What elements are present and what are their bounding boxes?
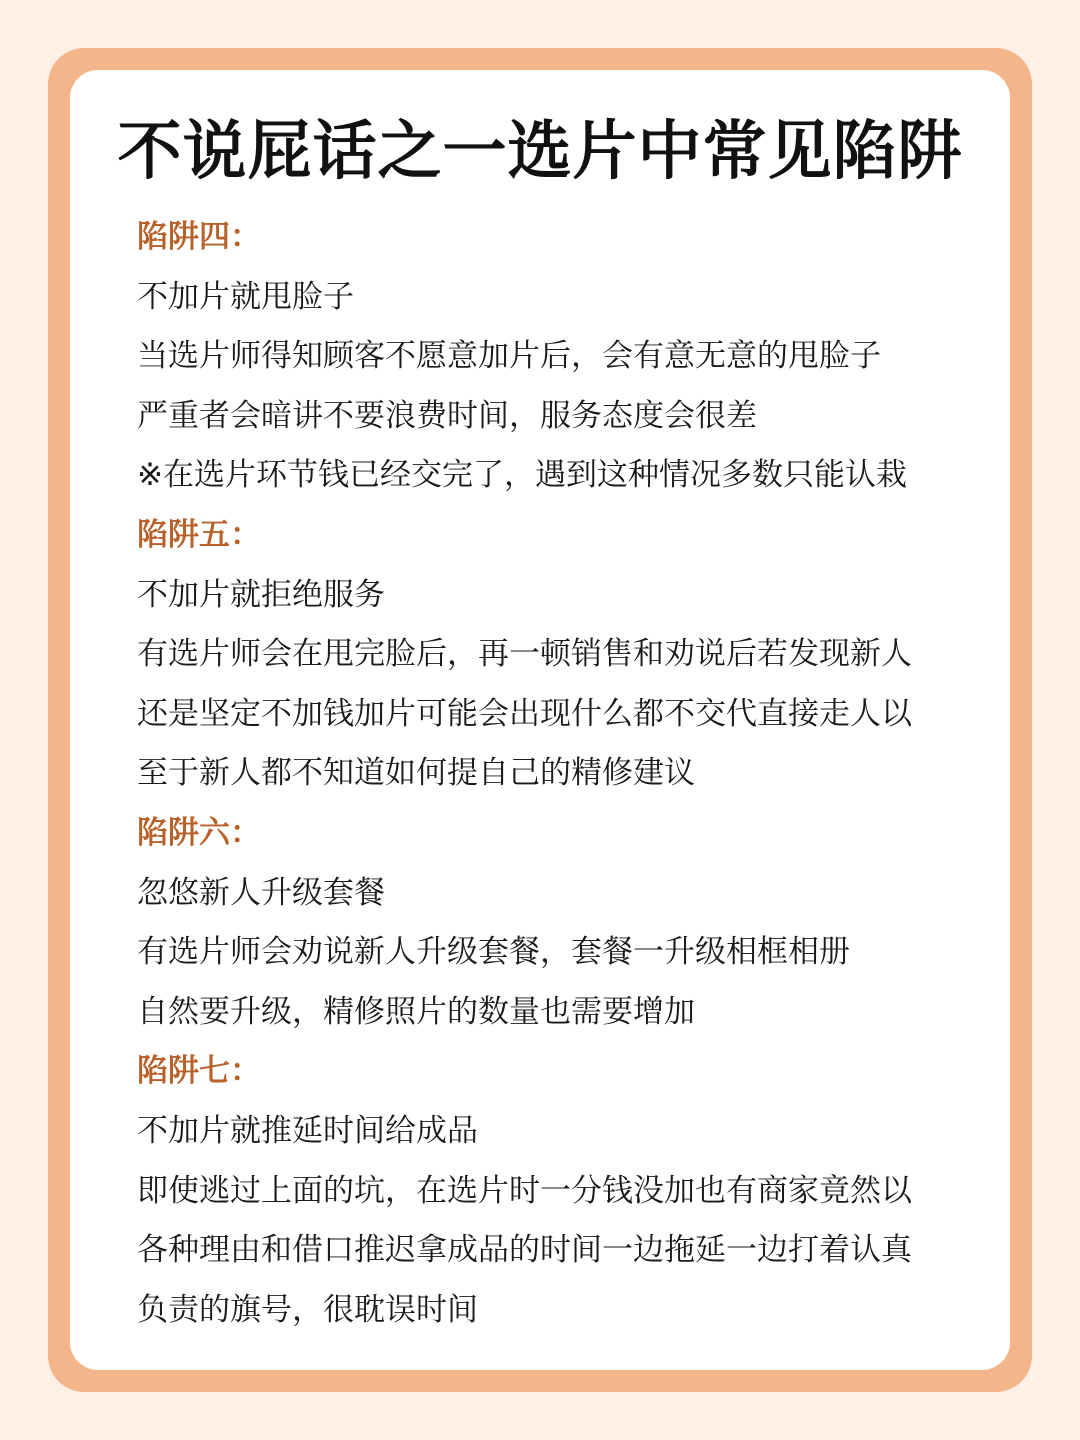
paragraph-line: 即使逃过上面的坑，在选片时一分钱没加也有商家竟然以 — [137, 1172, 912, 1209]
section-trap-6 — [137, 804, 997, 1042]
paragraph-line: 还是坚定不加钱加片可能会出现什么都不交代直接走人以 — [137, 695, 912, 732]
paragraph-line: 不加片就推延时间给成品 — [137, 1112, 478, 1149]
paragraph-line: 不加片就拒绝服务 — [137, 576, 385, 613]
paragraph-line: 忽悠新人升级套餐 — [137, 874, 385, 911]
section-heading: 陷阱六： — [137, 814, 261, 851]
section-trap-7 — [137, 1042, 997, 1340]
paragraph-line: 各种理由和借口推迟拿成品的时间一边拖延一边打着认真 — [137, 1232, 912, 1269]
paragraph-line: 有选片师会劝说新人升级套餐，套餐一升级相框相册 — [137, 934, 850, 971]
section-trap-4 — [137, 208, 997, 506]
section-heading: 陷阱七： — [137, 1053, 261, 1090]
paragraph-line: 有选片师会在甩完脸后，再一顿销售和劝说后若发现新人 — [137, 636, 912, 673]
paragraph-line: 至于新人都不知道如何提自己的精修建议 — [137, 755, 695, 792]
paragraph-line: 当选片师得知顾客不愿意加片后，会有意无意的甩脸子 — [137, 338, 881, 375]
section-heading: 陷阱四： — [137, 219, 261, 255]
paragraph-line: ※在选片环节钱已经交完了，遇到这种情况多数只能认栽 — [137, 457, 907, 494]
article-body — [137, 208, 997, 1340]
paragraph-line: 严重者会暗讲不要浪费时间，服务态度会很差 — [137, 397, 757, 434]
paragraph-line: 不加片就甩脸子 — [137, 278, 354, 315]
page-title: 不说屁话之一选片中常见陷阱 — [117, 115, 963, 189]
paragraph-line: 负责的旗号，很耽误时间 — [137, 1291, 478, 1328]
section-heading: 陷阱五： — [137, 516, 261, 553]
section-trap-5 — [137, 506, 997, 804]
paragraph-line: 自然要升级，精修照片的数量也需要增加 — [137, 993, 695, 1030]
